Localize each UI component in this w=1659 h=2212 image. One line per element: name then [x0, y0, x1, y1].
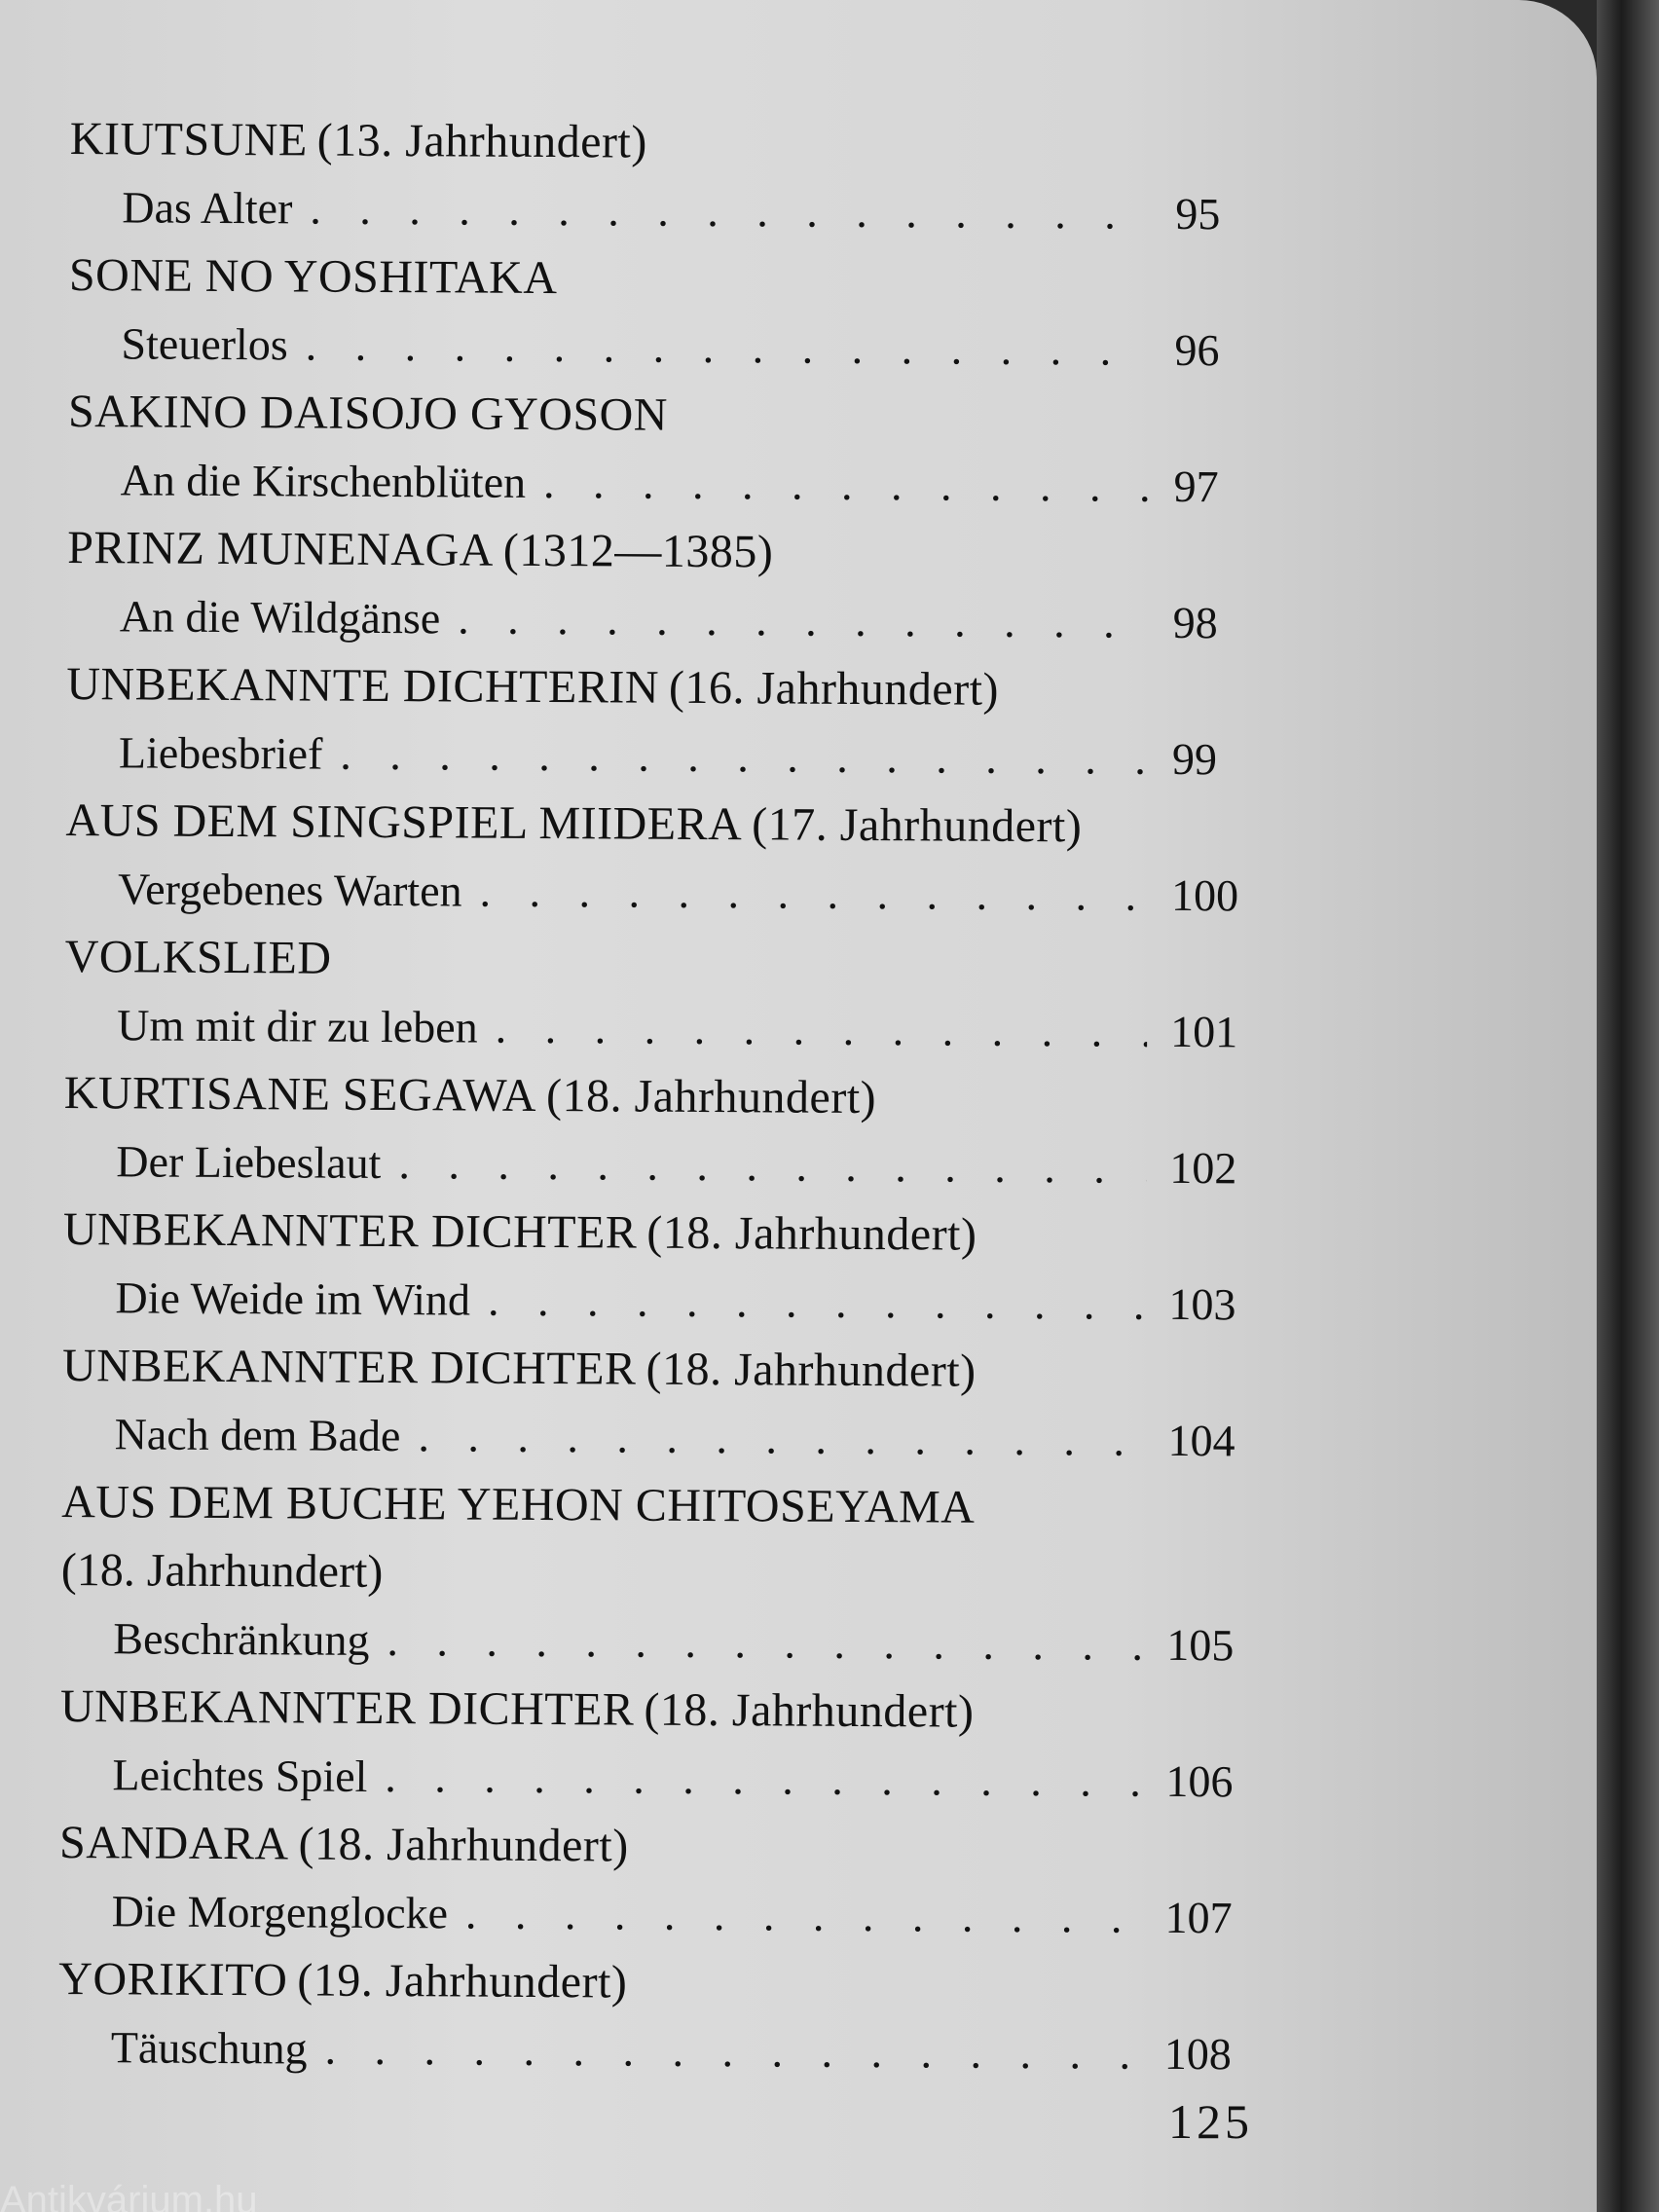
toc-entry: [59, 1741, 1247, 1816]
author-name: AUS DEM BUCHE YEHON CHITOSEYAMA: [61, 1475, 976, 1533]
poem-title: Täuschung: [110, 2022, 308, 2074]
toc-author: [64, 923, 1252, 998]
poem-page-number: 98: [1172, 597, 1218, 648]
toc-author: [66, 650, 1254, 725]
dot-leader: [458, 584, 1150, 656]
poem-title: Leichtes Spiel: [112, 1750, 368, 1801]
toc-entry: [68, 310, 1256, 385]
toc-author: [59, 1809, 1247, 1884]
toc-author: [60, 1673, 1248, 1748]
author-era: (1312—1385): [502, 524, 774, 578]
page-number: 125: [1168, 2094, 1253, 2149]
dot-leader: [418, 1402, 1145, 1475]
author-name: SANDARA: [58, 1816, 289, 1870]
author-era: (17. Jahrhundert): [752, 798, 1083, 853]
poem-page-number: 95: [1175, 188, 1221, 240]
dot-leader: [385, 1743, 1143, 1816]
toc-author: [69, 241, 1257, 316]
author-era: (18. Jahrhundert): [545, 1070, 877, 1124]
author-era: (13. Jahrhundert): [316, 114, 647, 168]
poem-title: An die Kirschenblüten: [120, 455, 527, 507]
author-name: VOLKSLIED: [64, 930, 332, 984]
toc-entry: [66, 719, 1254, 793]
toc-author-continued: [61, 1536, 1249, 1611]
poem-page-number: 108: [1163, 2028, 1232, 2080]
poem-title: Um mit dir zu leben: [117, 1000, 478, 1052]
poem-page-number: 97: [1173, 461, 1219, 512]
toc-author: [65, 787, 1253, 862]
author-era: (18. Jahrhundert): [645, 1343, 977, 1397]
poem-page-number: 106: [1165, 1755, 1234, 1807]
toc-author: [58, 1945, 1246, 2020]
author-era: (18. Jahrhundert): [60, 1543, 384, 1598]
poem-title: Der Liebeslaut: [116, 1136, 382, 1188]
poem-page-number: 107: [1164, 1892, 1233, 1943]
poem-title: Vergebenes Warten: [117, 864, 462, 916]
toc-entry: [62, 1264, 1250, 1339]
dot-leader: [543, 449, 1151, 521]
poem-title: Die Morgenglocke: [111, 1886, 449, 1938]
dot-leader: [324, 2015, 1141, 2088]
author-era: (18. Jahrhundert): [646, 1206, 977, 1261]
dot-leader: [398, 1129, 1146, 1202]
poem-page-number: 104: [1167, 1415, 1235, 1466]
dot-leader: [465, 1880, 1142, 1952]
poem-page-number: 102: [1169, 1142, 1237, 1194]
poem-title: Die Weide im Wind: [115, 1272, 471, 1325]
toc-author: [68, 378, 1256, 453]
author-name: UNBEKANNTER DICHTER: [61, 1339, 637, 1395]
poem-title: Steuerlos: [121, 318, 288, 370]
toc-entry: [67, 582, 1255, 657]
author-era: (19. Jahrhundert): [297, 1954, 628, 2009]
author-name: YORIKITO: [58, 1952, 288, 2007]
poem-title: Liebesbrief: [118, 727, 323, 779]
author-name: AUS DEM SINGSPIEL MIIDERA: [65, 793, 743, 851]
dot-leader: [310, 175, 1152, 248]
author-era: (16. Jahrhundert): [668, 661, 1000, 716]
author-era: (18. Jahrhundert): [298, 1818, 629, 1872]
author-name: SAKINO DAISOJO GYOSON: [67, 385, 669, 441]
toc-author: [61, 1468, 1249, 1543]
poem-title: Das Alter: [122, 182, 293, 234]
poem-title: Nach dem Bade: [114, 1409, 401, 1461]
poem-title: An die Wildgänse: [119, 591, 441, 644]
toc-entry: [65, 855, 1253, 930]
toc-entry: [61, 1400, 1249, 1475]
toc-entry: [58, 2013, 1246, 2088]
book-edge: [1597, 0, 1659, 2212]
dot-leader: [305, 311, 1151, 384]
dot-leader: [387, 1606, 1143, 1679]
toc-entry: [67, 446, 1255, 521]
toc-author: [63, 1196, 1251, 1271]
poem-page-number: 100: [1170, 869, 1239, 921]
author-name: UNBEKANNTER DICHTER: [62, 1202, 638, 1259]
dot-leader: [488, 1267, 1146, 1339]
toc-entry: [63, 1127, 1251, 1202]
toc-entry: [64, 991, 1252, 1066]
toc-entry: [60, 1604, 1248, 1679]
toc-entry: [69, 173, 1257, 248]
toc-author: [64, 1059, 1252, 1134]
table-of-contents: [58, 105, 1258, 2088]
poem-page-number: 99: [1171, 733, 1218, 785]
poem-title: Beschränkung: [113, 1613, 370, 1665]
author-name: UNBEKANNTER DICHTER: [59, 1679, 635, 1736]
poem-page-number: 101: [1170, 1006, 1238, 1057]
toc-author: [67, 514, 1255, 589]
toc-author: [62, 1332, 1250, 1407]
author-name: KURTISANE SEGAWA: [63, 1066, 537, 1122]
dot-leader: [479, 858, 1148, 930]
author-era: (18. Jahrhundert): [644, 1683, 975, 1738]
author-name: UNBEKANNTE DICHTERIN: [66, 657, 660, 714]
author-name: KIUTSUNE: [69, 112, 308, 166]
watermark: Antikvárium.hu: [0, 2179, 258, 2212]
toc-author: [70, 105, 1258, 180]
poem-page-number: 103: [1168, 1278, 1236, 1330]
author-name: PRINZ MUNENAGA: [67, 521, 495, 576]
toc-entry: [58, 1877, 1246, 1952]
poem-page-number: 105: [1166, 1619, 1235, 1671]
dot-leader: [495, 994, 1147, 1066]
poem-page-number: 96: [1174, 324, 1220, 376]
dot-leader: [340, 720, 1149, 793]
author-name: SONE NO YOSHITAKA: [68, 248, 558, 305]
